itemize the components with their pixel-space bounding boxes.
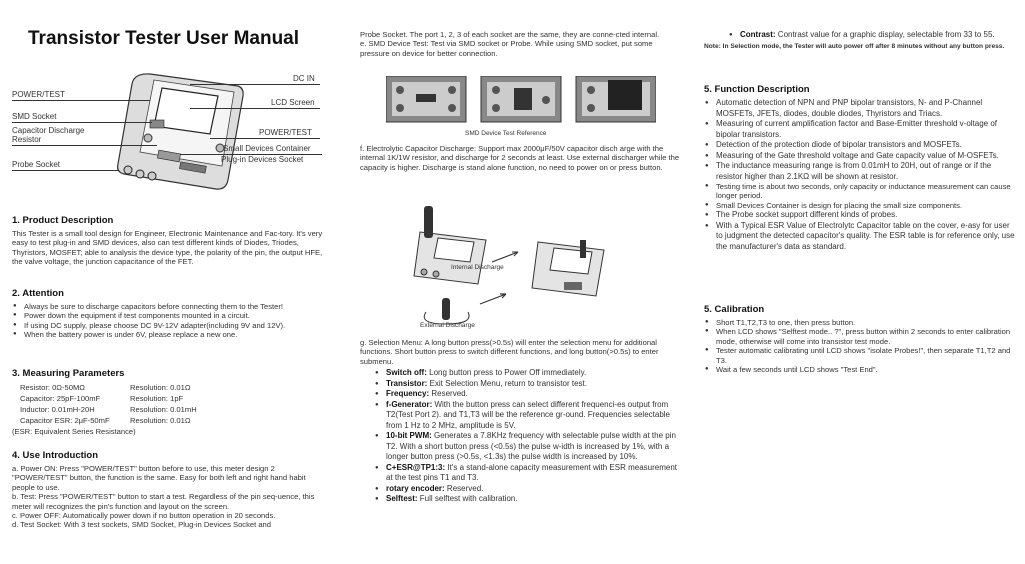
menu-desc: Long button press to Power Off immediately. xyxy=(426,368,587,378)
menu-list xyxy=(360,368,680,505)
contrast-list xyxy=(704,30,1016,41)
section-use-introduction xyxy=(12,450,327,530)
list-item xyxy=(374,431,680,463)
list-item: ● Always be sure to discharge capacitors before connecting them to the Tester! xyxy=(12,302,327,311)
column-1 xyxy=(0,0,340,564)
menu-desc: Generates a 7.8KHz frequency with selectable pulse width at the pin T2. With a short button press (<0.5s) the pulse w-idth is increased by 1%, with a longer button press (>0.5s, <1.3s) the pulse width is increased by 10%. xyxy=(386,431,676,462)
menu-desc: It's a stand-alone capacity measurement with ESR measurement at the test pins T1 and T3. xyxy=(386,462,678,483)
list-item xyxy=(374,484,680,495)
heading-measuring-parameters: 3. Measuring Parameters xyxy=(12,368,125,379)
section-product-description xyxy=(12,215,327,267)
attention-list xyxy=(12,302,327,340)
param-name: Capacitor ESR: 2μF-50mF xyxy=(20,416,110,425)
menu-desc: Full selftest with calibration. xyxy=(417,494,518,504)
section-socket-cont xyxy=(360,30,680,58)
param-resolution: Resolution: 0.01mH xyxy=(130,405,197,414)
leader-line xyxy=(210,138,320,139)
section-measuring-parameters xyxy=(12,368,327,437)
menu-key: Switch off: xyxy=(386,368,427,378)
list-item xyxy=(374,400,680,432)
heading-product-description: 1. Product Description xyxy=(12,215,114,226)
heading-attention: 2. Attention xyxy=(12,288,64,299)
use-item-d: d. Test Socket: With 3 test sockets, SMD Socket, Plug-in Devices Socket and xyxy=(12,520,271,530)
list-item xyxy=(374,379,680,390)
product-description-text: This Tester is a small tool design for Engineer, Electronic Maintenance and Fac-tory. It's very easy to test plug-in and SMD devices, also can test different kinds of Diodes, Triodes, Thyristors, MOSFET; able to analysis the device type, the polarity of the pin, the output HFE, the valve voltage, the junction capacitance of the FET. xyxy=(12,229,323,267)
list-item: ● Short T1,T2,T3 to one, then press button. xyxy=(704,318,1016,327)
table-row xyxy=(20,382,327,393)
list-item: ● Automatic detection of NPN and PNP bipolar transistors, N- and P-Channel MOSFETs, JFETs, diodes, double diodes, Thyristors and Triacs. xyxy=(704,98,1016,119)
label-dc-in: DC IN xyxy=(293,74,315,83)
selection-note: Note: In Selection mode, the Tester will auto power off after 8 minutes without any button press. xyxy=(704,42,1005,50)
smd-reference-images xyxy=(386,76,656,124)
list-item: ● Small Devices Container is design for placing the small size components. xyxy=(704,201,1016,210)
list-item: ● Power down the equipment if test components mounted in a circuit. xyxy=(12,311,327,320)
list-item xyxy=(374,389,680,400)
use-item-a: a. Power ON: Press "POWER/TEST" button before to use, this meter design 2 "POWER/TEST" button, the function is the same. Easy for both left and right hand habit people to use. xyxy=(12,464,306,492)
list-item: ● Tester automatic calibrating until LCD shows "isolate Probes!", then separate T1,T2 and T3. xyxy=(704,346,1016,365)
column-3 xyxy=(700,0,1025,564)
label-plugin-devices: Plug-in Devices Socket xyxy=(221,155,304,164)
param-resolution: Resolution: 0.01Ω xyxy=(130,416,191,425)
menu-key: Transistor: xyxy=(386,378,428,388)
label-capacitor-discharge: Capacitor Discharge xyxy=(12,126,85,135)
menu-desc: Exit Selection Menu, return to transistor test. xyxy=(427,378,587,388)
section-selection-menu xyxy=(360,338,680,505)
list-item: ● Wait a few seconds until LCD shows "Test End". xyxy=(704,365,1016,374)
list-item: ● Measuring of the Gate threshold voltage and Gate capacity value of M-OSFETs. xyxy=(704,151,1016,162)
smd-caption: SMD Device Test Reference xyxy=(465,130,547,137)
label-resistor: Resistor xyxy=(12,135,42,144)
menu-key: 10-bit PWM: xyxy=(386,431,432,441)
label-lcd-screen: LCD Screen xyxy=(271,98,315,107)
param-name: Inductor: 0.01mH-20H xyxy=(20,405,95,414)
section-attention xyxy=(12,288,327,340)
list-item xyxy=(728,30,1016,41)
leader-line xyxy=(12,145,157,146)
list-item: ● The Probe socket support different kinds of probes. xyxy=(704,210,1016,221)
list-item: ● When LCD shows "Selftest mode.. ?", press button within 2 seconds to enter calibration mode, otherwise will come into transistor test mode. xyxy=(704,327,1016,346)
menu-desc: Reserved. xyxy=(444,483,484,493)
menu-key: C+ESR@TP1:3: xyxy=(386,462,446,472)
use-item-b: b. Test: Press "POWER/TEST" button to start a test. Regardless of the pin seq-uence, this meter will recognizes the pin's function and layout on the screen. xyxy=(12,492,315,511)
table-row xyxy=(20,415,327,426)
leader-line xyxy=(190,84,320,85)
leader-line xyxy=(12,170,118,171)
label-power-test-left: POWER/TEST xyxy=(12,90,65,99)
menu-desc: Reserved. xyxy=(429,389,468,399)
list-item: ● Detection of the protection diode of bipolar transistors and MOSFETs. xyxy=(704,140,1016,151)
param-name: Resistor: 0Ω-50MΩ xyxy=(20,383,85,392)
list-item: ● When the battery power is under 6V, please replace a new one. xyxy=(12,330,327,339)
external-discharge-caption: External Discharge xyxy=(420,322,475,329)
leader-line xyxy=(190,108,320,109)
list-item xyxy=(374,463,680,484)
label-small-devices: Small Devices Container xyxy=(223,144,311,153)
smd-device-test-text: e. SMD Device Test: Test via SMD socket or Probe. While using SMD socket, put some pressure on device for better connection. xyxy=(360,39,653,58)
heading-calibration: 5. Calibration xyxy=(704,304,765,315)
section-capacitor-discharge xyxy=(360,144,680,172)
leader-line xyxy=(12,122,152,123)
label-power-test-right: POWER/TEST xyxy=(259,128,312,137)
list-item: ● If using DC supply, please choose DC 9V-12V adapter(including 9V and 12V). xyxy=(12,321,327,330)
menu-key: Selftest: xyxy=(386,494,418,504)
menu-key: Contrast: xyxy=(740,30,776,39)
menu-desc: Contrast value for a graphic display, selectable from 33 to 55. xyxy=(775,30,995,39)
internal-discharge-caption: Internal Discharge xyxy=(451,264,504,271)
leader-line xyxy=(12,100,150,101)
esr-note: (ESR: Equivalent Series Resistance) xyxy=(12,427,136,436)
discharge-illustration xyxy=(408,192,648,328)
table-row xyxy=(20,393,327,404)
menu-desc: With the button press can select different frequenci-es output from T2(Test Port 2). and T1,T3 will be the reference gr-ound. Frequencies selectable from 1 Hz to 2 MHz, amplitude is 5V. xyxy=(386,399,670,430)
heading-use-introduction: 4. Use Introduction xyxy=(12,450,99,461)
parameters-table xyxy=(12,382,327,426)
param-resolution: Resolution: 1pF xyxy=(130,394,184,403)
section-calibration xyxy=(704,304,1016,374)
calibration-list xyxy=(704,318,1016,374)
function-list xyxy=(704,98,1016,252)
list-item: ● With a Typical ESR Value of Electrolytc Capacitor table on the cover, e-asy for user to judgment the detected capacitor's quality. The ESR table is for reference only, use the manufacturer's data as standard. xyxy=(704,221,1016,253)
heading-function-description: 5. Function Description xyxy=(704,84,810,95)
list-item xyxy=(374,494,680,505)
param-name: Capacitor: 25pF-100mF xyxy=(20,394,101,403)
list-item: ● The inductance measuring range is from 0.01mH to 20H, out of range or if the resistor higher than 2.1KΩ will be shown at resistor. xyxy=(704,161,1016,182)
menu-key: Frequency: xyxy=(386,389,430,399)
selection-menu-text: g. Selection Menu: A long button press(>0.5s) will enter the selection menu for additional functions. Short button press to switch different functions, and long button(>0.5s) to enter submenu. xyxy=(360,338,659,366)
table-row xyxy=(20,404,327,415)
label-probe-socket: Probe Socket xyxy=(12,160,61,169)
use-item-c: c. Power OFF: Automatically power down if no button operation in 20 seconds. xyxy=(12,511,276,521)
menu-key: f-Generator: xyxy=(386,399,433,409)
menu-key: rotary encoder: xyxy=(386,483,445,493)
label-smd-socket: SMD Socket xyxy=(12,112,57,121)
page-title: Transistor Tester User Manual xyxy=(28,28,300,49)
probe-socket-text: Probe Socket. The port 1, 2, 3 of each socket are the same, they are conne-cted internal. xyxy=(360,30,660,39)
column-2 xyxy=(350,0,690,564)
list-item: ● Testing time is about two seconds, only capacity or inductance measurement can cause longer period. xyxy=(704,182,1016,201)
capacitor-discharge-text: f. Electrolytic Capacitor Discharge: Support max 2000μF/50V capacitor disch arge with the internal 1K/1W resistor, and discharge for 2 seconds at least. Use external discharger while the capacity is higher. Discharge is stand alone function, no need to power on or press button. xyxy=(360,144,680,172)
tester-device-illustration xyxy=(110,68,250,196)
list-item: ● Measuring of current amplification factor and Base-Emitter threshold v-oltage of bipolar transistors. xyxy=(704,119,1016,140)
section-contrast xyxy=(704,30,1016,51)
list-item xyxy=(374,368,680,379)
param-resolution: Resolution: 0.01Ω xyxy=(130,383,191,392)
section-function-description xyxy=(704,84,1016,252)
